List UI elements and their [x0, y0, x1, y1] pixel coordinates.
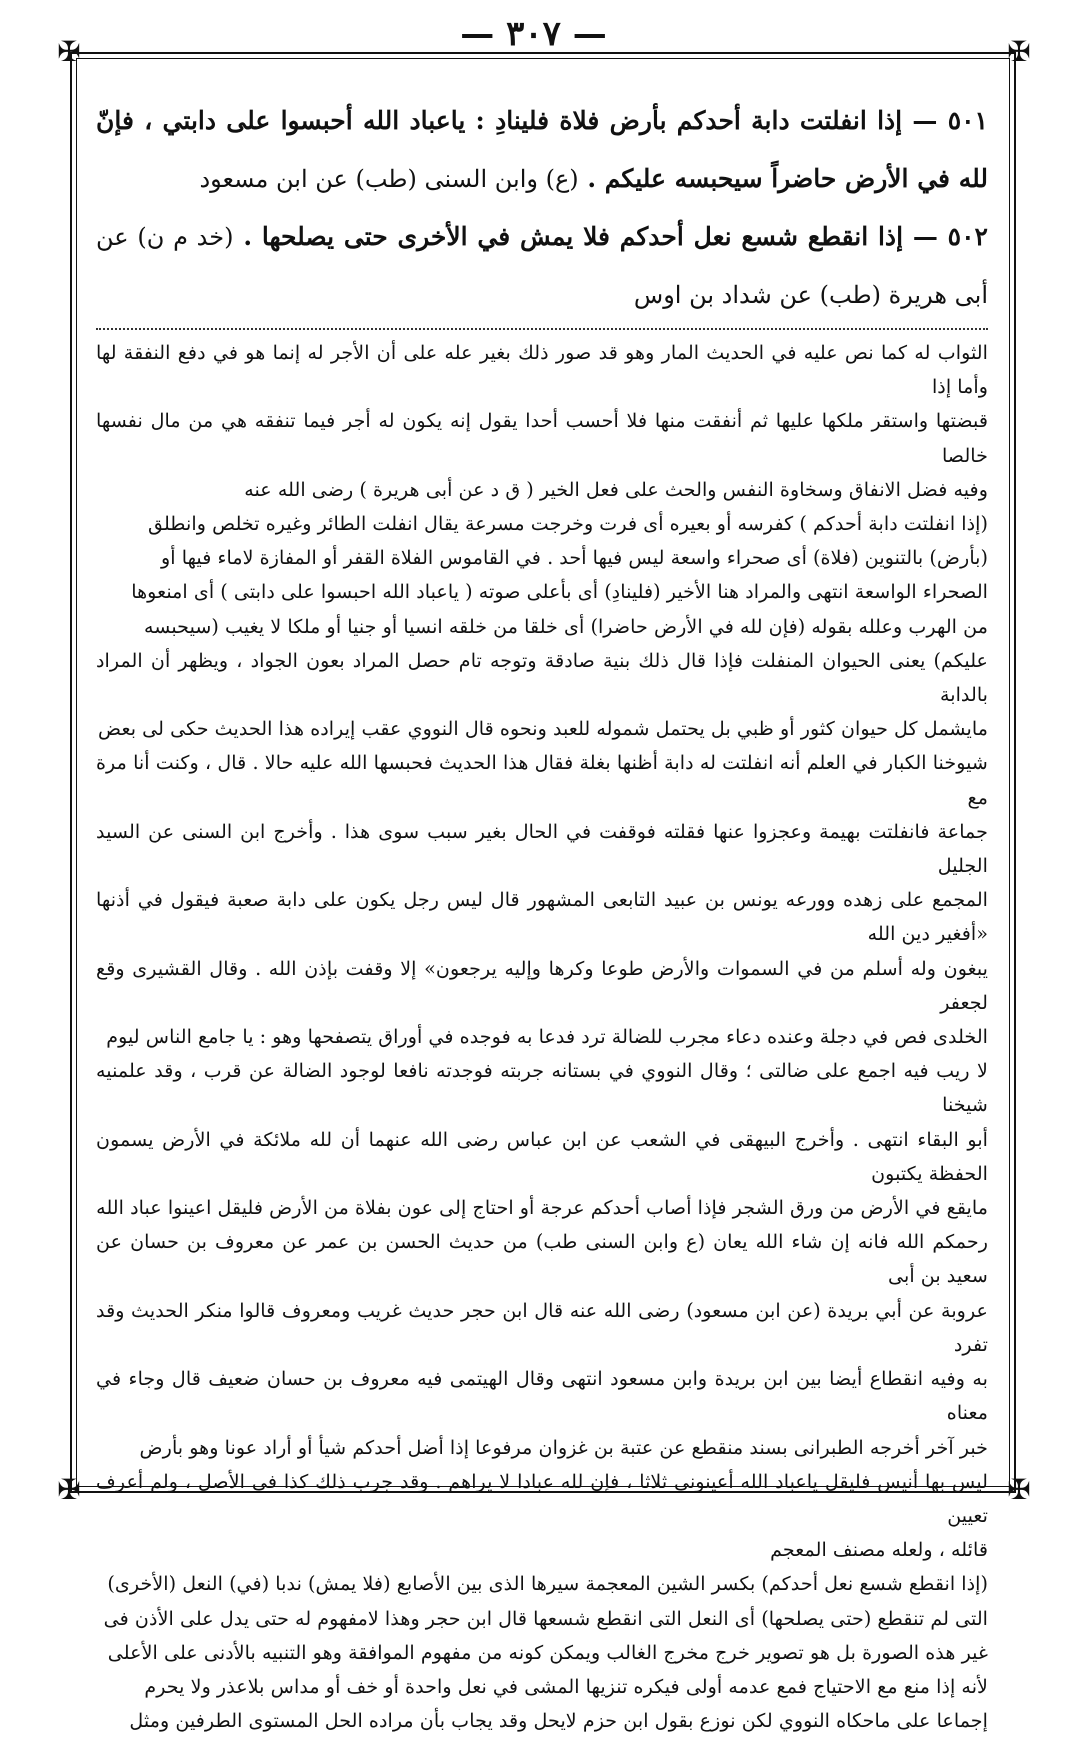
commentary-line: (إذا انفلتت دابة أحدكم ) كفرسه أو بعيره أى فرت وخرجت مسرعة يقال انفلت الطائر وغيره تخلص وانطلق: [147, 512, 988, 536]
corner-ornament-icon: ✠: [1007, 35, 1031, 68]
commentary-line: الصحراء الواسعة انتهى والمراد هنا الأخير (فلينادِ) أى بأعلى صوته ( ياعباد الله احبسوا على دابتى ) أى امنعوها: [131, 580, 988, 604]
commentary-line: لا ريب فيه اجمع على ضالتى ؛ وقال النووي في بستانه جربته فوجدته نافعا لوجود الضالة عن قرب ، وقد علمنيه شيخنا: [96, 1059, 988, 1117]
corner-ornament-icon: ✠: [57, 35, 81, 68]
hadith-text: إذا انفلتت دابة أحدكم بأرض فلاة فلينادِ : ياعباد الله أحبسوا على دابتي ، فإنّ لله في الأرض حاضراً سيحبسه عليكم .: [96, 106, 988, 193]
commentary-line: التى لم تنقطع (حتى يصلحها) أى النعل التى انقطع شسعها قال ابن حجر وهذا لامفهوم له حتى يدل على الأذن فى: [103, 1606, 988, 1630]
dotted-divider: [96, 328, 988, 330]
hadith-sources: (خد م ن) عن أبى هريرة (طب) عن شداد بن اوس: [96, 223, 988, 309]
commentary-line: ليس بها أنيس فليقل ياعباد الله أعينونى ثلاثا ، فإن لله عبادا لا يراهم . وقد جرب ذلك كذا في الأصل ، ولم أعرف تعيين: [96, 1469, 988, 1527]
commentary-line: الخلدى فص في دجلة وعنده دعاء مجرب للضالة ترد فدعا به فوجده في أوراق يتصفحها وهو : يا جامع الناس ليوم: [106, 1025, 988, 1049]
commentary-line: يبغون وله أسلم من في السموات والأرض طوعا وكرها وإليه يرجعون» إلا وقفت بإذن الله . وقال القشيرى وقع لجعفر: [96, 956, 988, 1014]
commentary-line: (بأرض) بالتنوين (فلاة) أى صحراء واسعة ليس فيها أحد . في القاموس الفلاة القفر أو المفازة لاماء فيها أو: [161, 546, 988, 570]
commentary-line: المجمع على زهده وورعه يونس بن عبيد التابعى المشهور قال ليس رجل يكون على دابة صعبة فيقول في أذنها «أفغير دين الله: [96, 888, 988, 946]
hadith-text: إذا انقطع شسع نعل أحدكم فلا يمش في الأخرى حتى يصلحها .: [243, 222, 904, 251]
hadith-502: [96, 208, 988, 324]
commentary-line: خبر آخر أخرجه الطبرانى بسند منقطع عن عتبة بن غزوان مرفوعا إذا أضل أحدكم شيأ أو أراد عونا وهو بأرض: [139, 1435, 988, 1459]
commentary-line: أبو البقاء انتهى . وأخرج البيهقى في الشعب عن ابن عباس رضى الله عنهما أن لله ملائكة في الأرض يسمون الحفظة يكتبون: [96, 1127, 988, 1185]
page-number: — ٣٠٧ —: [460, 14, 607, 54]
commentary: [96, 336, 988, 1738]
hadith-number: ٥٠١ —: [912, 106, 988, 135]
commentary-line: شيوخنا الكبار في العلم أنه انفلتت له دابة أظنها بغلة فقال هذا الحديث فحبسها الله عليه حالا . قال ، وكنت أنا مرة مع: [96, 751, 988, 809]
commentary-line: وفيه فضل الانفاق وسخاوة النفس والحث على فعل الخير ( ق د عن أبى هريرة ) رضى الله عنه: [244, 477, 988, 501]
hadith-501: [96, 92, 988, 208]
commentary-line: قبضتها واستقر ملكها عليها ثم أنفقت منها فلا أحسب أحدا يقول إنه يكون له أجر فيما تنفقه هي من مال نفسها خالصا: [96, 409, 988, 467]
commentary-line: قائله ، ولعله مصنف المعجم: [770, 1538, 988, 1562]
commentary-line: غير هذه الصورة بل هو تصوير خرج مخرج الغالب ويمكن كونه من مفهوم الموافقة وهو التنبيه بالأدنى على الأعلى: [107, 1640, 988, 1664]
commentary-line: به وفيه انقطاع أيضا بين ابن بريدة وابن مسعود انتهى وقال الهيتمى فيه معروف بن حسان ضعيف قال وجاء في معناه: [96, 1367, 988, 1425]
page-content: [96, 92, 988, 1738]
commentary-line: رحمكم الله فانه إن شاء الله يعان (ع وابن السنى طب) من حديث الحسن بن عمر عن معروف بن حسان عن سعيد بن أبى: [96, 1230, 988, 1288]
commentary-line: (إذا انقطع شسع نعل أحدكم) بكسر الشين المعجمة سيرها الذى بين الأصابع (فلا يمش) ندبا (في) النعل (الأخرى): [107, 1572, 988, 1596]
commentary-line: مايقع في الأرض من ورق الشجر فإذا أصاب أحدكم عرجة أو احتاج إلى عون بفلاة من الأرض فليقل اعينوا عباد الله: [96, 1196, 988, 1220]
commentary-line: الثواب له كما نص عليه في الحديث المار وهو قد صور ذلك بغير عله على أن الأجر له إنما هو في دفع النفقة لها وأما إذا: [96, 341, 988, 399]
commentary-line: لأنه إذا منع مع الاحتياج فمع عدمه أولى فيكره تنزيها المشى في نعل واحدة أو خف أو مداس بلاعذر ولا يحرم: [144, 1674, 988, 1698]
commentary-line: عليكم) يعنى الحيوان المنفلت فإذا قال ذلك بنية صادقة وتوجه تام حصل المراد بعون الجواد ، ويظهر أن المراد بالدابة: [96, 648, 988, 707]
commentary-line: إجماعا على ماحكاه النووي لكن نوزع بقول ابن حزم لايحل وقد يجاب بأن مراده الحل المستوى الطرفين ومثل: [129, 1709, 988, 1733]
corner-ornament-icon: ✠: [1007, 1473, 1031, 1506]
commentary-line: جماعة فانفلتت بهيمة وعجزوا عنها فقلته فوقفت في الحال بغير سبب سوى هذا . وأخرج ابن السنى عن السيد الجليل: [96, 819, 988, 878]
commentary-line: من الهرب وعلله بقوله (فإن لله في الأرض حاضرا) أى خلقا من خلقه انسيا أو جنيا أو ملكا لا يغيب (سيحبسه: [143, 614, 988, 638]
hadith-number: ٥٠٢ —: [912, 222, 988, 251]
commentary-line: مايشمل كل حيوان كثور أو ظبي بل يحتمل شموله للعبد ونحوه قال النووي عقب إيراده هذا الحديث حكى لى بعض: [97, 717, 988, 741]
hadith-sources: (ع) وابن السنى (طب) عن ابن مسعود: [199, 165, 579, 193]
corner-ornament-icon: ✠: [57, 1473, 81, 1506]
commentary-line: عروبة عن أبي بريدة (عن ابن مسعود) رضى الله عنه قال ابن حجر حديث غريب ومعروف قالوا منكر الحديث وقد تفرد: [96, 1298, 988, 1356]
